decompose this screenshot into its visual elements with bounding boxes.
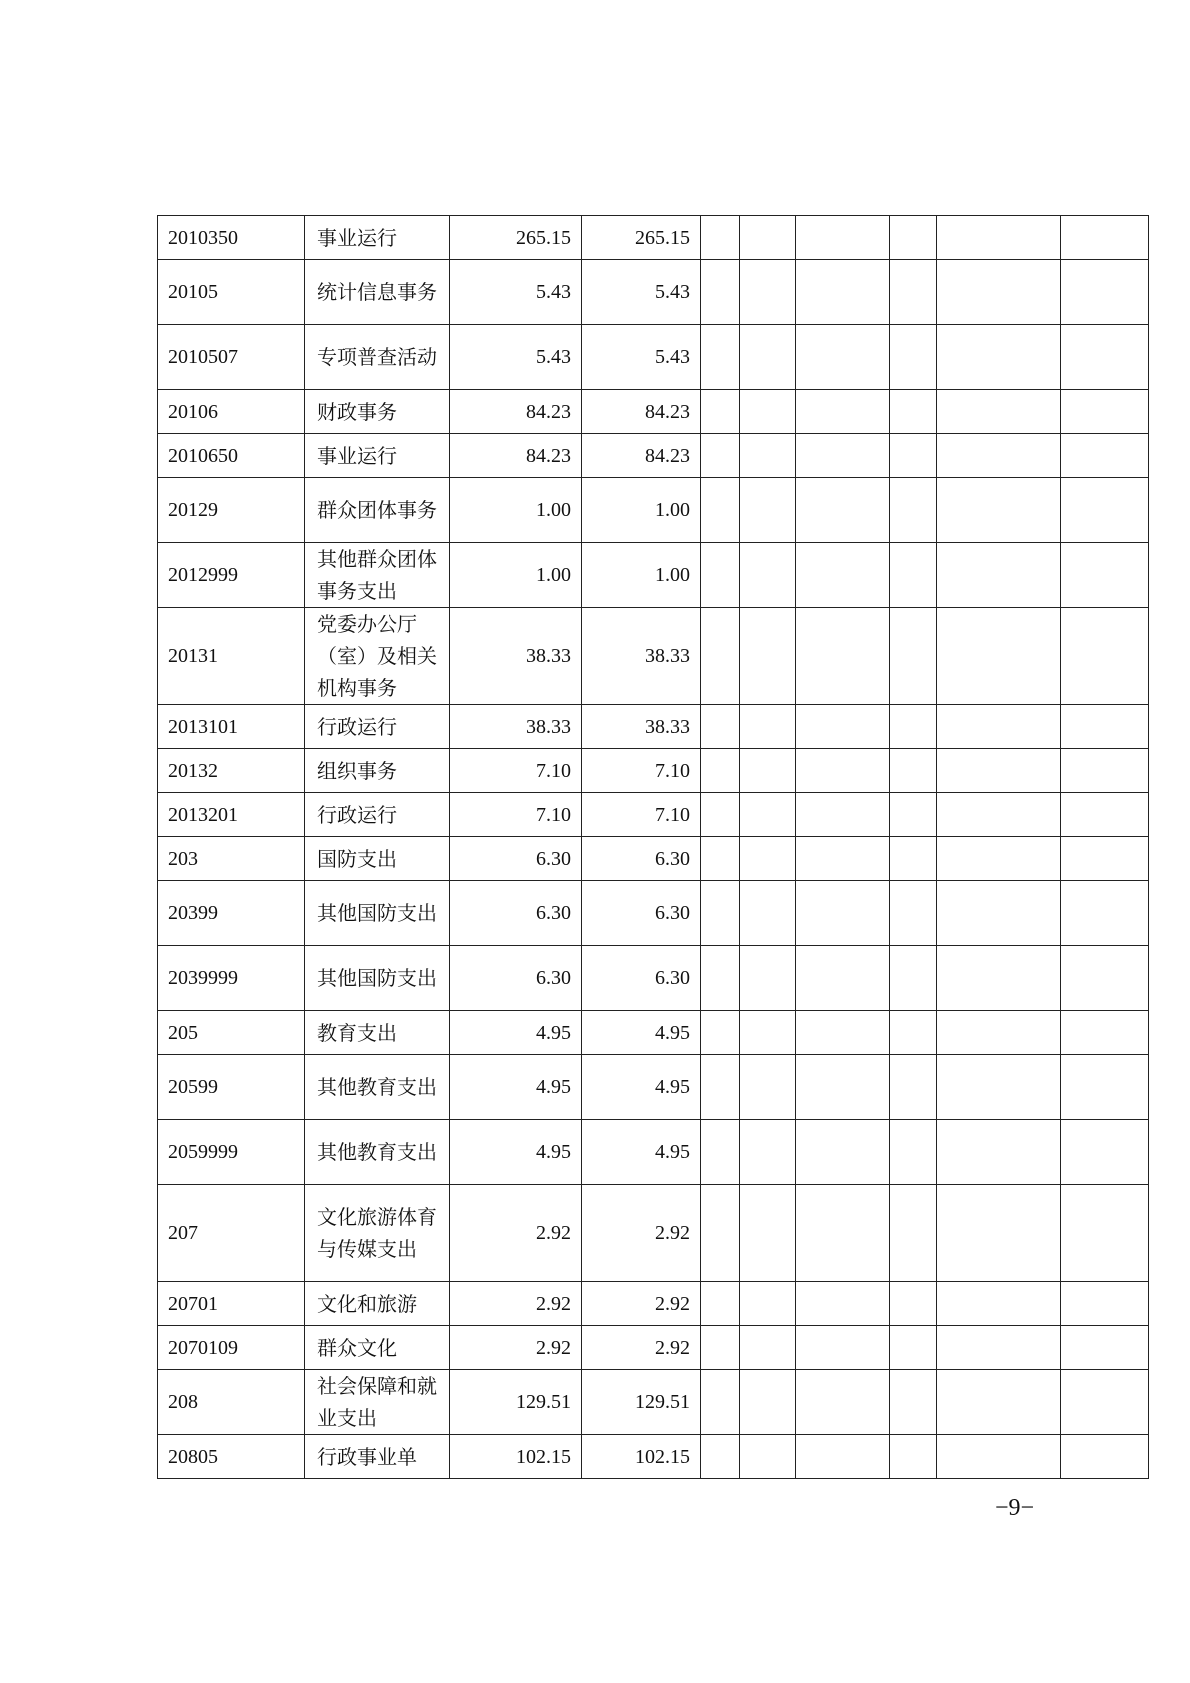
name-cell: 事业运行 — [305, 434, 450, 478]
name-cell: 行政运行 — [305, 793, 450, 837]
table-row — [158, 434, 1149, 478]
code-cell: 203 — [158, 837, 305, 881]
table-row — [158, 881, 1149, 946]
empty-cell — [796, 881, 890, 946]
empty-cell — [890, 478, 937, 543]
empty-cell — [1061, 608, 1149, 705]
empty-cell — [796, 1185, 890, 1282]
code-cell: 20399 — [158, 881, 305, 946]
empty-cell — [890, 216, 937, 260]
empty-cell — [701, 749, 740, 793]
empty-cell — [890, 793, 937, 837]
code-cell: 20805 — [158, 1435, 305, 1479]
empty-cell — [701, 478, 740, 543]
code-cell: 2012999 — [158, 543, 305, 608]
basic-cell: 6.30 — [582, 837, 701, 881]
name-cell: 群众文化 — [305, 1326, 450, 1370]
table-row — [158, 608, 1149, 705]
table-row — [158, 216, 1149, 260]
empty-cell — [937, 1282, 1061, 1326]
empty-cell — [701, 1370, 740, 1435]
empty-cell — [740, 260, 796, 325]
empty-cell — [701, 1120, 740, 1185]
empty-cell — [1061, 260, 1149, 325]
empty-cell — [890, 543, 937, 608]
empty-cell — [740, 390, 796, 434]
basic-cell: 5.43 — [582, 260, 701, 325]
empty-cell — [740, 1370, 796, 1435]
name-cell: 其他群众团体事务支出 — [305, 543, 450, 608]
empty-cell — [701, 793, 740, 837]
total-cell: 38.33 — [450, 705, 582, 749]
table-row — [158, 260, 1149, 325]
code-cell: 2013201 — [158, 793, 305, 837]
empty-cell — [740, 1055, 796, 1120]
code-cell: 2039999 — [158, 946, 305, 1011]
empty-cell — [890, 1282, 937, 1326]
empty-cell — [937, 1435, 1061, 1479]
table-row — [158, 1282, 1149, 1326]
empty-cell — [1061, 1055, 1149, 1120]
empty-cell — [740, 543, 796, 608]
empty-cell — [1061, 705, 1149, 749]
basic-cell: 84.23 — [582, 390, 701, 434]
empty-cell — [701, 390, 740, 434]
name-cell: 其他教育支出 — [305, 1120, 450, 1185]
name-cell: 其他国防支出 — [305, 946, 450, 1011]
code-cell: 205 — [158, 1011, 305, 1055]
total-cell: 4.95 — [450, 1011, 582, 1055]
empty-cell — [701, 946, 740, 1011]
total-cell: 4.95 — [450, 1055, 582, 1120]
empty-cell — [740, 881, 796, 946]
empty-cell — [701, 1435, 740, 1479]
basic-cell: 6.30 — [582, 881, 701, 946]
basic-cell: 265.15 — [582, 216, 701, 260]
empty-cell — [890, 1185, 937, 1282]
empty-cell — [740, 705, 796, 749]
code-cell: 20131 — [158, 608, 305, 705]
code-cell: 208 — [158, 1370, 305, 1435]
empty-cell — [740, 434, 796, 478]
empty-cell — [890, 260, 937, 325]
empty-cell — [701, 434, 740, 478]
empty-cell — [796, 325, 890, 390]
name-cell: 国防支出 — [305, 837, 450, 881]
total-cell: 6.30 — [450, 881, 582, 946]
table-row — [158, 478, 1149, 543]
empty-cell — [1061, 1370, 1149, 1435]
empty-cell — [1061, 1185, 1149, 1282]
empty-cell — [937, 946, 1061, 1011]
total-cell: 7.10 — [450, 749, 582, 793]
empty-cell — [937, 1055, 1061, 1120]
empty-cell — [890, 749, 937, 793]
empty-cell — [890, 434, 937, 478]
total-cell: 5.43 — [450, 325, 582, 390]
empty-cell — [890, 705, 937, 749]
empty-cell — [890, 1435, 937, 1479]
name-cell: 统计信息事务 — [305, 260, 450, 325]
empty-cell — [1061, 1282, 1149, 1326]
empty-cell — [740, 837, 796, 881]
empty-cell — [890, 1011, 937, 1055]
empty-cell — [796, 478, 890, 543]
empty-cell — [937, 260, 1061, 325]
empty-cell — [701, 325, 740, 390]
basic-cell: 38.33 — [582, 705, 701, 749]
name-cell: 专项普查活动 — [305, 325, 450, 390]
empty-cell — [937, 1370, 1061, 1435]
basic-cell: 4.95 — [582, 1011, 701, 1055]
total-cell: 84.23 — [450, 434, 582, 478]
empty-cell — [740, 608, 796, 705]
empty-cell — [740, 1185, 796, 1282]
empty-cell — [701, 881, 740, 946]
empty-cell — [796, 793, 890, 837]
empty-cell — [1061, 216, 1149, 260]
empty-cell — [937, 608, 1061, 705]
total-cell: 4.95 — [450, 1120, 582, 1185]
basic-cell: 2.92 — [582, 1326, 701, 1370]
empty-cell — [1061, 390, 1149, 434]
empty-cell — [796, 946, 890, 1011]
empty-cell — [1061, 1011, 1149, 1055]
name-cell: 财政事务 — [305, 390, 450, 434]
empty-cell — [701, 216, 740, 260]
table-row — [158, 1370, 1149, 1435]
basic-cell: 7.10 — [582, 749, 701, 793]
name-cell: 群众团体事务 — [305, 478, 450, 543]
code-cell: 20106 — [158, 390, 305, 434]
basic-cell: 102.15 — [582, 1435, 701, 1479]
empty-cell — [937, 325, 1061, 390]
total-cell: 265.15 — [450, 216, 582, 260]
empty-cell — [740, 478, 796, 543]
name-cell: 组织事务 — [305, 749, 450, 793]
code-cell: 2010650 — [158, 434, 305, 478]
basic-cell: 5.43 — [582, 325, 701, 390]
empty-cell — [937, 434, 1061, 478]
empty-cell — [796, 749, 890, 793]
empty-cell — [796, 1370, 890, 1435]
empty-cell — [796, 1120, 890, 1185]
empty-cell — [740, 749, 796, 793]
empty-cell — [740, 793, 796, 837]
basic-cell: 1.00 — [582, 543, 701, 608]
empty-cell — [890, 837, 937, 881]
empty-cell — [937, 1120, 1061, 1185]
empty-cell — [937, 749, 1061, 793]
table-row — [158, 837, 1149, 881]
empty-cell — [701, 837, 740, 881]
table-row — [158, 1185, 1149, 1282]
empty-cell — [796, 543, 890, 608]
total-cell: 129.51 — [450, 1370, 582, 1435]
basic-cell: 2.92 — [582, 1185, 701, 1282]
name-cell: 文化旅游体育与传媒支出 — [305, 1185, 450, 1282]
basic-cell: 4.95 — [582, 1055, 701, 1120]
code-cell: 2013101 — [158, 705, 305, 749]
table-row — [158, 325, 1149, 390]
budget-table — [157, 215, 1149, 1479]
table-row — [158, 705, 1149, 749]
table-row — [158, 946, 1149, 1011]
empty-cell — [937, 478, 1061, 543]
name-cell: 党委办公厅（室）及相关机构事务 — [305, 608, 450, 705]
empty-cell — [937, 837, 1061, 881]
table-row — [158, 543, 1149, 608]
code-cell: 20132 — [158, 749, 305, 793]
empty-cell — [796, 1326, 890, 1370]
basic-cell: 4.95 — [582, 1120, 701, 1185]
empty-cell — [1061, 1326, 1149, 1370]
empty-cell — [796, 390, 890, 434]
empty-cell — [796, 434, 890, 478]
table-row — [158, 390, 1149, 434]
empty-cell — [1061, 1435, 1149, 1479]
code-cell: 2010507 — [158, 325, 305, 390]
empty-cell — [890, 1120, 937, 1185]
empty-cell — [1061, 1120, 1149, 1185]
empty-cell — [740, 1011, 796, 1055]
empty-cell — [701, 543, 740, 608]
empty-cell — [796, 260, 890, 325]
empty-cell — [701, 608, 740, 705]
empty-cell — [1061, 793, 1149, 837]
empty-cell — [796, 216, 890, 260]
empty-cell — [937, 1011, 1061, 1055]
name-cell: 文化和旅游 — [305, 1282, 450, 1326]
empty-cell — [740, 1326, 796, 1370]
empty-cell — [890, 390, 937, 434]
empty-cell — [890, 946, 937, 1011]
code-cell: 2010350 — [158, 216, 305, 260]
total-cell: 5.43 — [450, 260, 582, 325]
table-row — [158, 1326, 1149, 1370]
table-row — [158, 749, 1149, 793]
table-row — [158, 1435, 1149, 1479]
empty-cell — [937, 793, 1061, 837]
empty-cell — [796, 705, 890, 749]
empty-cell — [740, 946, 796, 1011]
empty-cell — [1061, 478, 1149, 543]
basic-cell: 38.33 — [582, 608, 701, 705]
empty-cell — [701, 1055, 740, 1120]
code-cell: 2059999 — [158, 1120, 305, 1185]
code-cell: 2070109 — [158, 1326, 305, 1370]
basic-cell: 6.30 — [582, 946, 701, 1011]
empty-cell — [937, 1326, 1061, 1370]
page-number: −9− — [995, 1495, 1035, 1521]
basic-cell: 84.23 — [582, 434, 701, 478]
name-cell: 行政事业单 — [305, 1435, 450, 1479]
empty-cell — [796, 1282, 890, 1326]
code-cell: 20129 — [158, 478, 305, 543]
total-cell: 84.23 — [450, 390, 582, 434]
empty-cell — [740, 325, 796, 390]
code-cell: 207 — [158, 1185, 305, 1282]
empty-cell — [740, 1435, 796, 1479]
empty-cell — [890, 1370, 937, 1435]
empty-cell — [701, 260, 740, 325]
empty-cell — [937, 543, 1061, 608]
total-cell: 2.92 — [450, 1282, 582, 1326]
empty-cell — [890, 1326, 937, 1370]
empty-cell — [740, 216, 796, 260]
empty-cell — [937, 1185, 1061, 1282]
empty-cell — [937, 390, 1061, 434]
empty-cell — [1061, 749, 1149, 793]
empty-cell — [890, 325, 937, 390]
basic-cell: 7.10 — [582, 793, 701, 837]
empty-cell — [796, 608, 890, 705]
code-cell: 20599 — [158, 1055, 305, 1120]
code-cell: 20701 — [158, 1282, 305, 1326]
empty-cell — [701, 1011, 740, 1055]
empty-cell — [937, 881, 1061, 946]
empty-cell — [890, 608, 937, 705]
empty-cell — [1061, 543, 1149, 608]
empty-cell — [740, 1282, 796, 1326]
total-cell: 2.92 — [450, 1185, 582, 1282]
empty-cell — [740, 1120, 796, 1185]
name-cell: 行政运行 — [305, 705, 450, 749]
empty-cell — [1061, 837, 1149, 881]
empty-cell — [796, 1055, 890, 1120]
empty-cell — [1061, 881, 1149, 946]
code-cell: 20105 — [158, 260, 305, 325]
empty-cell — [1061, 325, 1149, 390]
table-row — [158, 1011, 1149, 1055]
table-row — [158, 1055, 1149, 1120]
total-cell: 38.33 — [450, 608, 582, 705]
total-cell: 1.00 — [450, 543, 582, 608]
basic-cell: 1.00 — [582, 478, 701, 543]
name-cell: 其他教育支出 — [305, 1055, 450, 1120]
total-cell: 102.15 — [450, 1435, 582, 1479]
empty-cell — [1061, 434, 1149, 478]
table-row — [158, 793, 1149, 837]
empty-cell — [1061, 946, 1149, 1011]
name-cell: 事业运行 — [305, 216, 450, 260]
name-cell: 教育支出 — [305, 1011, 450, 1055]
empty-cell — [890, 881, 937, 946]
empty-cell — [937, 216, 1061, 260]
table-row — [158, 1120, 1149, 1185]
empty-cell — [796, 837, 890, 881]
empty-cell — [701, 705, 740, 749]
basic-cell: 129.51 — [582, 1370, 701, 1435]
total-cell: 6.30 — [450, 946, 582, 1011]
empty-cell — [796, 1011, 890, 1055]
total-cell: 7.10 — [450, 793, 582, 837]
total-cell: 1.00 — [450, 478, 582, 543]
name-cell: 其他国防支出 — [305, 881, 450, 946]
basic-cell: 2.92 — [582, 1282, 701, 1326]
total-cell: 2.92 — [450, 1326, 582, 1370]
empty-cell — [701, 1282, 740, 1326]
empty-cell — [701, 1326, 740, 1370]
empty-cell — [796, 1435, 890, 1479]
name-cell: 社会保障和就业支出 — [305, 1370, 450, 1435]
total-cell: 6.30 — [450, 837, 582, 881]
empty-cell — [701, 1185, 740, 1282]
empty-cell — [890, 1055, 937, 1120]
empty-cell — [937, 705, 1061, 749]
